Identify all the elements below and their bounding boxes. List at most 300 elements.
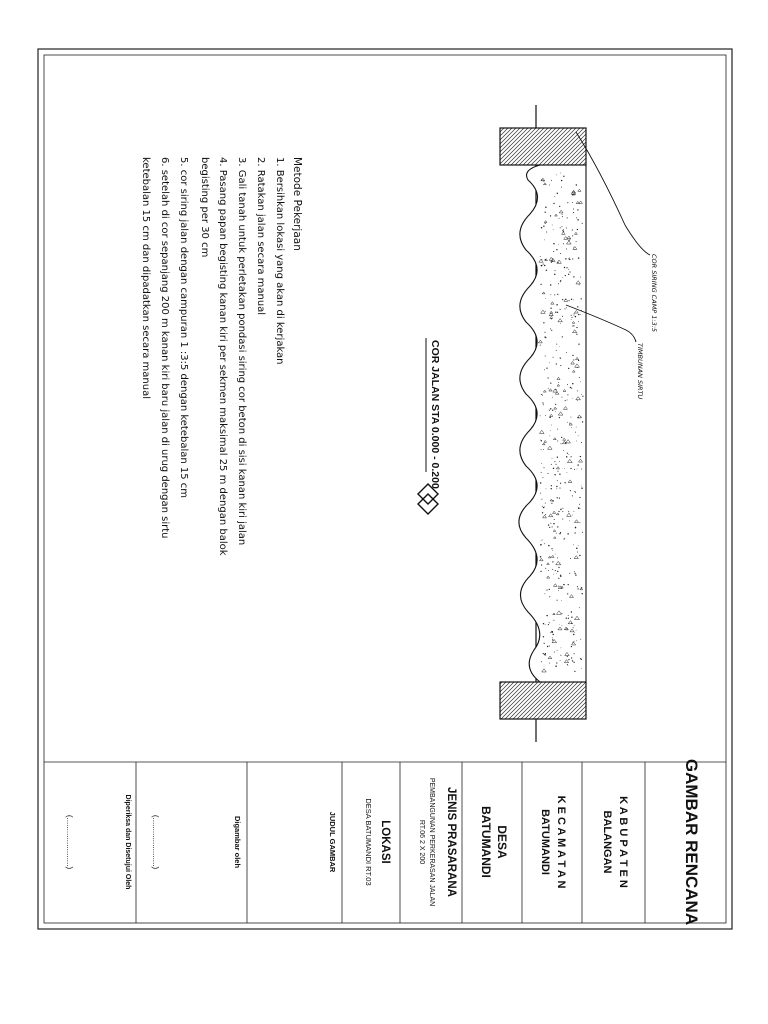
gravel-dot [568,659,569,660]
gravel-dot [561,613,562,614]
gravel-dot [560,323,561,324]
gravel-dot [574,653,575,654]
gravel-dot [543,180,544,181]
method-line: 4. Pasang papan begisting kanan kiri per sekmen maksimal 25 m dengan balok [217,157,228,556]
gravel-dot [568,454,569,455]
gravel-dot [546,270,547,271]
gravel-dot [541,179,542,180]
gravel-dot [551,318,552,319]
gravel-dot [544,654,545,655]
gravel-dot [559,624,560,625]
cor-siring-top [500,128,586,165]
gravel-dot [574,532,575,533]
gravel-dot [576,241,577,242]
gravel-dot [552,458,553,459]
desa-label: DESA [495,825,509,859]
gravel-dot [542,477,543,478]
gravel-dot [550,523,551,524]
gravel-dot [547,473,548,474]
gravel-dot [556,304,558,306]
gravel-dot [555,404,556,405]
gravel-dot [553,203,554,204]
gravel-dot [560,357,561,358]
gravel-dot [570,558,571,559]
gravel-dot [544,543,545,544]
section-title: COR JALAN STA 0.000 - 0.200 [429,340,441,489]
gravel-dot [558,511,559,512]
gravel-dot [557,526,558,527]
gravel-dot [578,257,579,258]
gravel-dot [556,249,557,250]
timbunan-sirtu-fill [519,165,586,682]
gravel-dot [549,410,550,411]
gravel-dot [554,461,555,462]
gravel-dot [560,365,561,366]
gravel-dot [577,390,578,391]
gravel-dot [577,586,578,587]
gravel-dot [542,540,543,541]
gravel-dot [574,671,575,672]
gravel-dot [560,576,561,577]
gravel-dot [573,208,574,209]
gravel-dot [577,551,578,552]
gravel-dot [577,306,578,307]
gravel-dot [578,508,579,509]
gravel-dot [552,225,553,226]
gravel-dot [574,491,575,492]
gravel-dot [549,622,550,623]
gravel-dot [562,336,563,337]
digambar-signature: (......................) [151,814,160,870]
gravel-dot [546,590,547,591]
gravel-dot [540,482,541,483]
gravel-dot [540,440,541,441]
gravel-dot [557,480,558,481]
gravel-dot [560,509,561,510]
gravel-dot [568,618,569,619]
gravel-dot [577,464,578,465]
gravel-dot [556,662,557,663]
gravel-dot [541,540,542,541]
gravel-dot [541,394,542,395]
gravel-dot [557,497,558,498]
gravel-dot [542,506,543,507]
gravel-dot [562,214,563,215]
label-cor-siring: COR SIRING CAMP 1:3:5 [650,254,658,333]
gravel-dot [572,495,573,496]
gravel-dot [543,322,544,323]
gravel-dot [553,243,554,244]
method-line: 6. setelah di cor sepanjang 200 m kanan kiri baru jalan di urug dengan sirtu [159,157,170,539]
gravel-dot [582,223,583,224]
gravel-dot [557,571,558,572]
gravel-dot [547,377,548,378]
gravel-dot [574,469,575,470]
gravel-dot [582,593,583,594]
jenis-prasarana-value-2: RT.06 2 X 200 [418,819,425,865]
gravel-dot [578,435,579,436]
gravel-dot [569,258,570,259]
gravel-dot [582,532,583,533]
gravel-dot [577,469,578,470]
gravel-dot [567,202,568,203]
gravel-dot [581,298,582,299]
gravel-dot [559,488,560,489]
gravel-dot [574,325,575,326]
title-block-texts [65,759,701,925]
gravel-dot [561,187,562,188]
kecamatan-label: K E C A M A T A N [555,795,567,889]
jenis-prasarana-value-1: PEMBANGUNAN PERKERASAN JALAN [428,777,435,907]
method-line: ketebalan 15 cm dan dipadatkan secara manual [140,157,151,399]
gravel-dot [546,231,547,232]
gravel-dot [543,467,544,468]
gravel-dot [555,554,556,555]
gravel-dot [567,453,568,454]
gravel-dot [572,258,573,259]
gravel-dot [560,483,561,484]
gravel-dot [571,319,572,320]
gravel-dot [547,646,548,647]
gravel-dot [558,283,559,284]
gravel-dot [567,656,568,657]
gravel-dot [557,262,558,263]
gravel-dot [554,652,555,653]
gravel-dot [562,625,563,626]
gravel-dot [572,229,573,230]
gravel-dot [581,442,582,443]
gravel-dot [566,456,567,457]
gravel-dot [577,209,578,210]
gravel-dot [556,486,557,487]
gravel-dot [569,238,570,239]
gravel-dot [546,368,547,369]
gravel-dot [567,664,568,665]
gravel-dot [556,488,557,489]
gravel-dot [564,538,565,539]
gravel-dot [554,294,555,295]
gravel-dot [573,627,574,628]
cor-siring-bottom [500,682,586,719]
gravel-dot [555,312,556,313]
gravel-dot [561,648,562,649]
gravel-dot [563,243,564,244]
gravel-dot [551,464,552,465]
diperiksa-label: Diperiksa dan Disetujui Oleh [124,794,131,890]
gravel-dot [562,277,563,278]
gravel-dot [552,526,553,527]
method-line: 5. cor siring jalan dengan campuran 1 :3:5 dengan ketebalan 15 cm [178,157,189,499]
gravel-dot [544,369,545,370]
gravel-dot [581,486,582,487]
gravel-dot [565,275,566,276]
gravel-dot [571,657,572,658]
gravel-dot [545,356,546,357]
gravel-dot [545,212,546,213]
gravel-dot [560,660,561,661]
gravel-dot [545,223,546,224]
gravel-dot [580,456,581,457]
gravel-dot [573,359,574,360]
gravel-dot [541,440,542,441]
lokasi-value: DESA BATUMANDI RT.03 [364,798,373,886]
gravel-dot [557,312,558,313]
gravel-dot [557,193,558,194]
gravel-dot [560,280,561,281]
gravel-dot [552,637,553,638]
gravel-dot [550,215,551,216]
gravel-dot [549,527,550,528]
gravel-dot [544,332,545,333]
gravel-dot [575,527,577,529]
gravel-dot [553,634,554,635]
gravel-dot [555,570,556,571]
gravel-dot [574,247,575,248]
gravel-dot [553,468,554,469]
gravel-dot [550,408,551,409]
gravel-dot [568,511,569,512]
method-line: begisting per 30 cm [199,157,210,258]
gravel-dot [576,547,578,549]
gravel-dot [577,219,578,220]
gravel-dot [565,400,566,401]
gravel-dot [542,402,543,403]
gravel-dot [568,584,569,585]
gravel-dot [572,202,573,203]
gravel-dot [552,550,553,551]
digambar-oleh-label: Digambar oleh [233,815,242,869]
gravel-dot [563,229,564,230]
gravel-dot [541,472,542,473]
gravel-dot [550,382,551,383]
gravel-dot [552,261,553,262]
gravel-dot [579,607,580,608]
gravel-dot [551,503,552,504]
gravel-dot [572,383,573,384]
gravel-dot [550,417,551,418]
gravel-dot [561,358,562,359]
gravel-dot [573,300,574,301]
gravel-dot [567,422,568,423]
gravel-dot [570,417,571,418]
gravel-dot [550,294,551,295]
gravel-dot [580,639,581,640]
gravel-dot [561,226,562,227]
gravel-dot [580,658,581,659]
diperiksa-signature: (......................) [65,814,74,870]
gravel-dot [566,248,567,249]
gravel-dot [578,417,579,418]
gravel-dot [551,485,552,486]
gravel-dot [560,655,561,656]
gravel-dot [578,314,579,315]
gravel-dot [556,344,557,345]
gravel-dot [553,620,554,621]
gravel-dot [566,307,567,308]
gravel-dot [579,522,580,523]
gravel-dot [560,281,561,282]
gravel-dot [573,634,574,635]
gravel-dot [579,508,580,509]
gravel-dot [543,404,544,405]
gravel-dot [559,417,560,418]
gravel-dot [574,625,575,626]
gravel-dot [578,545,579,546]
gravel-dot [549,436,550,437]
gravel-dot [578,344,579,345]
gravel-dot [543,623,544,624]
gravel-dot [544,265,545,266]
gravel-dot [556,573,557,574]
gravel-dot [559,346,560,347]
gravel-dot [562,511,563,512]
gravel-dot [543,264,544,265]
gravel-dot [544,643,545,644]
gravel-dot [552,410,553,411]
gravel-dot [543,449,544,450]
gravel-dot [550,284,551,285]
gravel-dot [568,269,569,270]
gravel-dot [540,571,541,572]
gravel-dot [555,665,557,667]
kabupaten-label: K A B U P A T E N [617,796,629,888]
method-line: 3. Gali tanah untuk perletakan pondasi siring cor beton di sisi kanan kiri jalan [236,157,247,546]
gravel-dot [554,519,555,520]
gravel-dot [550,328,551,329]
gravel-dot [562,397,563,398]
gravel-dot [573,511,574,512]
gravel-dot [572,235,573,236]
gravel-dot [560,227,561,228]
gravel-dot [569,300,570,301]
gravel-dot [579,504,580,505]
gravel-dot [559,218,560,219]
gravel-dot [545,207,546,208]
gravel-dot [553,523,554,524]
gravel-dot [567,217,568,218]
gravel-dot [560,309,561,310]
gravel-dot [576,640,577,641]
gravel-dot [567,384,568,385]
gravel-dot [549,645,550,646]
gravel-dot [558,382,559,383]
gravel-dot [577,367,578,368]
gravel-dot [549,596,550,597]
gravel-dot [567,593,568,594]
gravel-dot [543,507,544,508]
gravel-dot [557,650,558,651]
gravel-dot [545,415,546,416]
gravel-dot [540,556,542,558]
gravel-dot [541,449,542,450]
gravel-dot [572,515,573,516]
gravel-dot [562,216,563,217]
gravel-dot [566,228,567,229]
gravel-dot [556,533,557,534]
gravel-dot [582,396,583,397]
method-line: 2. Ratakan jalan secara manual [255,157,266,316]
gravel-dot [558,567,559,568]
gravel-dot [540,493,541,494]
judul-gambar-label: JUDUL GAMBAR [328,811,337,873]
gravel-dot [564,468,565,469]
gravel-dot [549,417,550,418]
gravel-dot [551,262,552,263]
gravel-dot [548,570,549,571]
gravel-dot [560,173,561,174]
gravel-dot [543,653,544,654]
gravel-dot [568,274,569,275]
gravel-dot [551,330,552,331]
gravel-dot [564,308,565,309]
gravel-dot [579,555,580,556]
gravel-dot [546,615,547,616]
method-heading: Metode Pekerjaan [291,157,303,251]
method-block [140,157,303,556]
gravel-dot [576,441,577,442]
gravel-dot [545,311,546,312]
gravel-dot [559,498,560,499]
desa-value: BATUMANDI [479,806,493,878]
gravel-dot [569,259,570,260]
gravel-dot [544,593,545,594]
gravel-dot [540,256,541,257]
gravel-dot [556,363,557,364]
gravel-dot [552,631,553,632]
gravel-dot [574,315,575,316]
gravel-dot [541,499,542,500]
gravel-dot [545,503,546,504]
gravel-dot [561,437,562,438]
gravel-dot [557,440,558,441]
gravel-dot [552,561,553,562]
gravel-dot [557,294,558,295]
gravel-dot [577,400,578,401]
gravel-dot [571,299,572,300]
gravel-dot [566,618,567,619]
gravel-dot [563,539,564,540]
gravel-dot [557,557,558,558]
gravel-dot [556,175,557,176]
gravel-dot [545,624,546,625]
gravel-dot [571,317,572,318]
gravel-dot [557,429,558,430]
gravel-dot [572,194,573,195]
gravel-dot [540,544,541,545]
gravel-dot [549,589,550,590]
gravel-dot [575,316,576,317]
gravel-dot [545,653,546,654]
gravel-dot [568,615,569,616]
gravel-dot [558,590,559,591]
gravel-dot [559,474,560,475]
gravel-dot [559,533,560,534]
gravel-dot [550,430,551,431]
gravel-dot [567,399,568,400]
gravel-dot [553,251,554,252]
gravel-dot [560,532,561,533]
gravel-dot [575,432,576,433]
gravel-dot [569,521,570,522]
kecamatan-value: BATUMANDI [539,809,551,875]
gravel-dot [579,497,580,498]
gravel-dot [574,573,575,574]
gravel-dot [580,382,581,383]
gravel-dot [570,387,571,388]
gravel-dot [569,423,570,424]
gravel-dot [545,514,546,515]
gravel-dot [570,468,571,469]
